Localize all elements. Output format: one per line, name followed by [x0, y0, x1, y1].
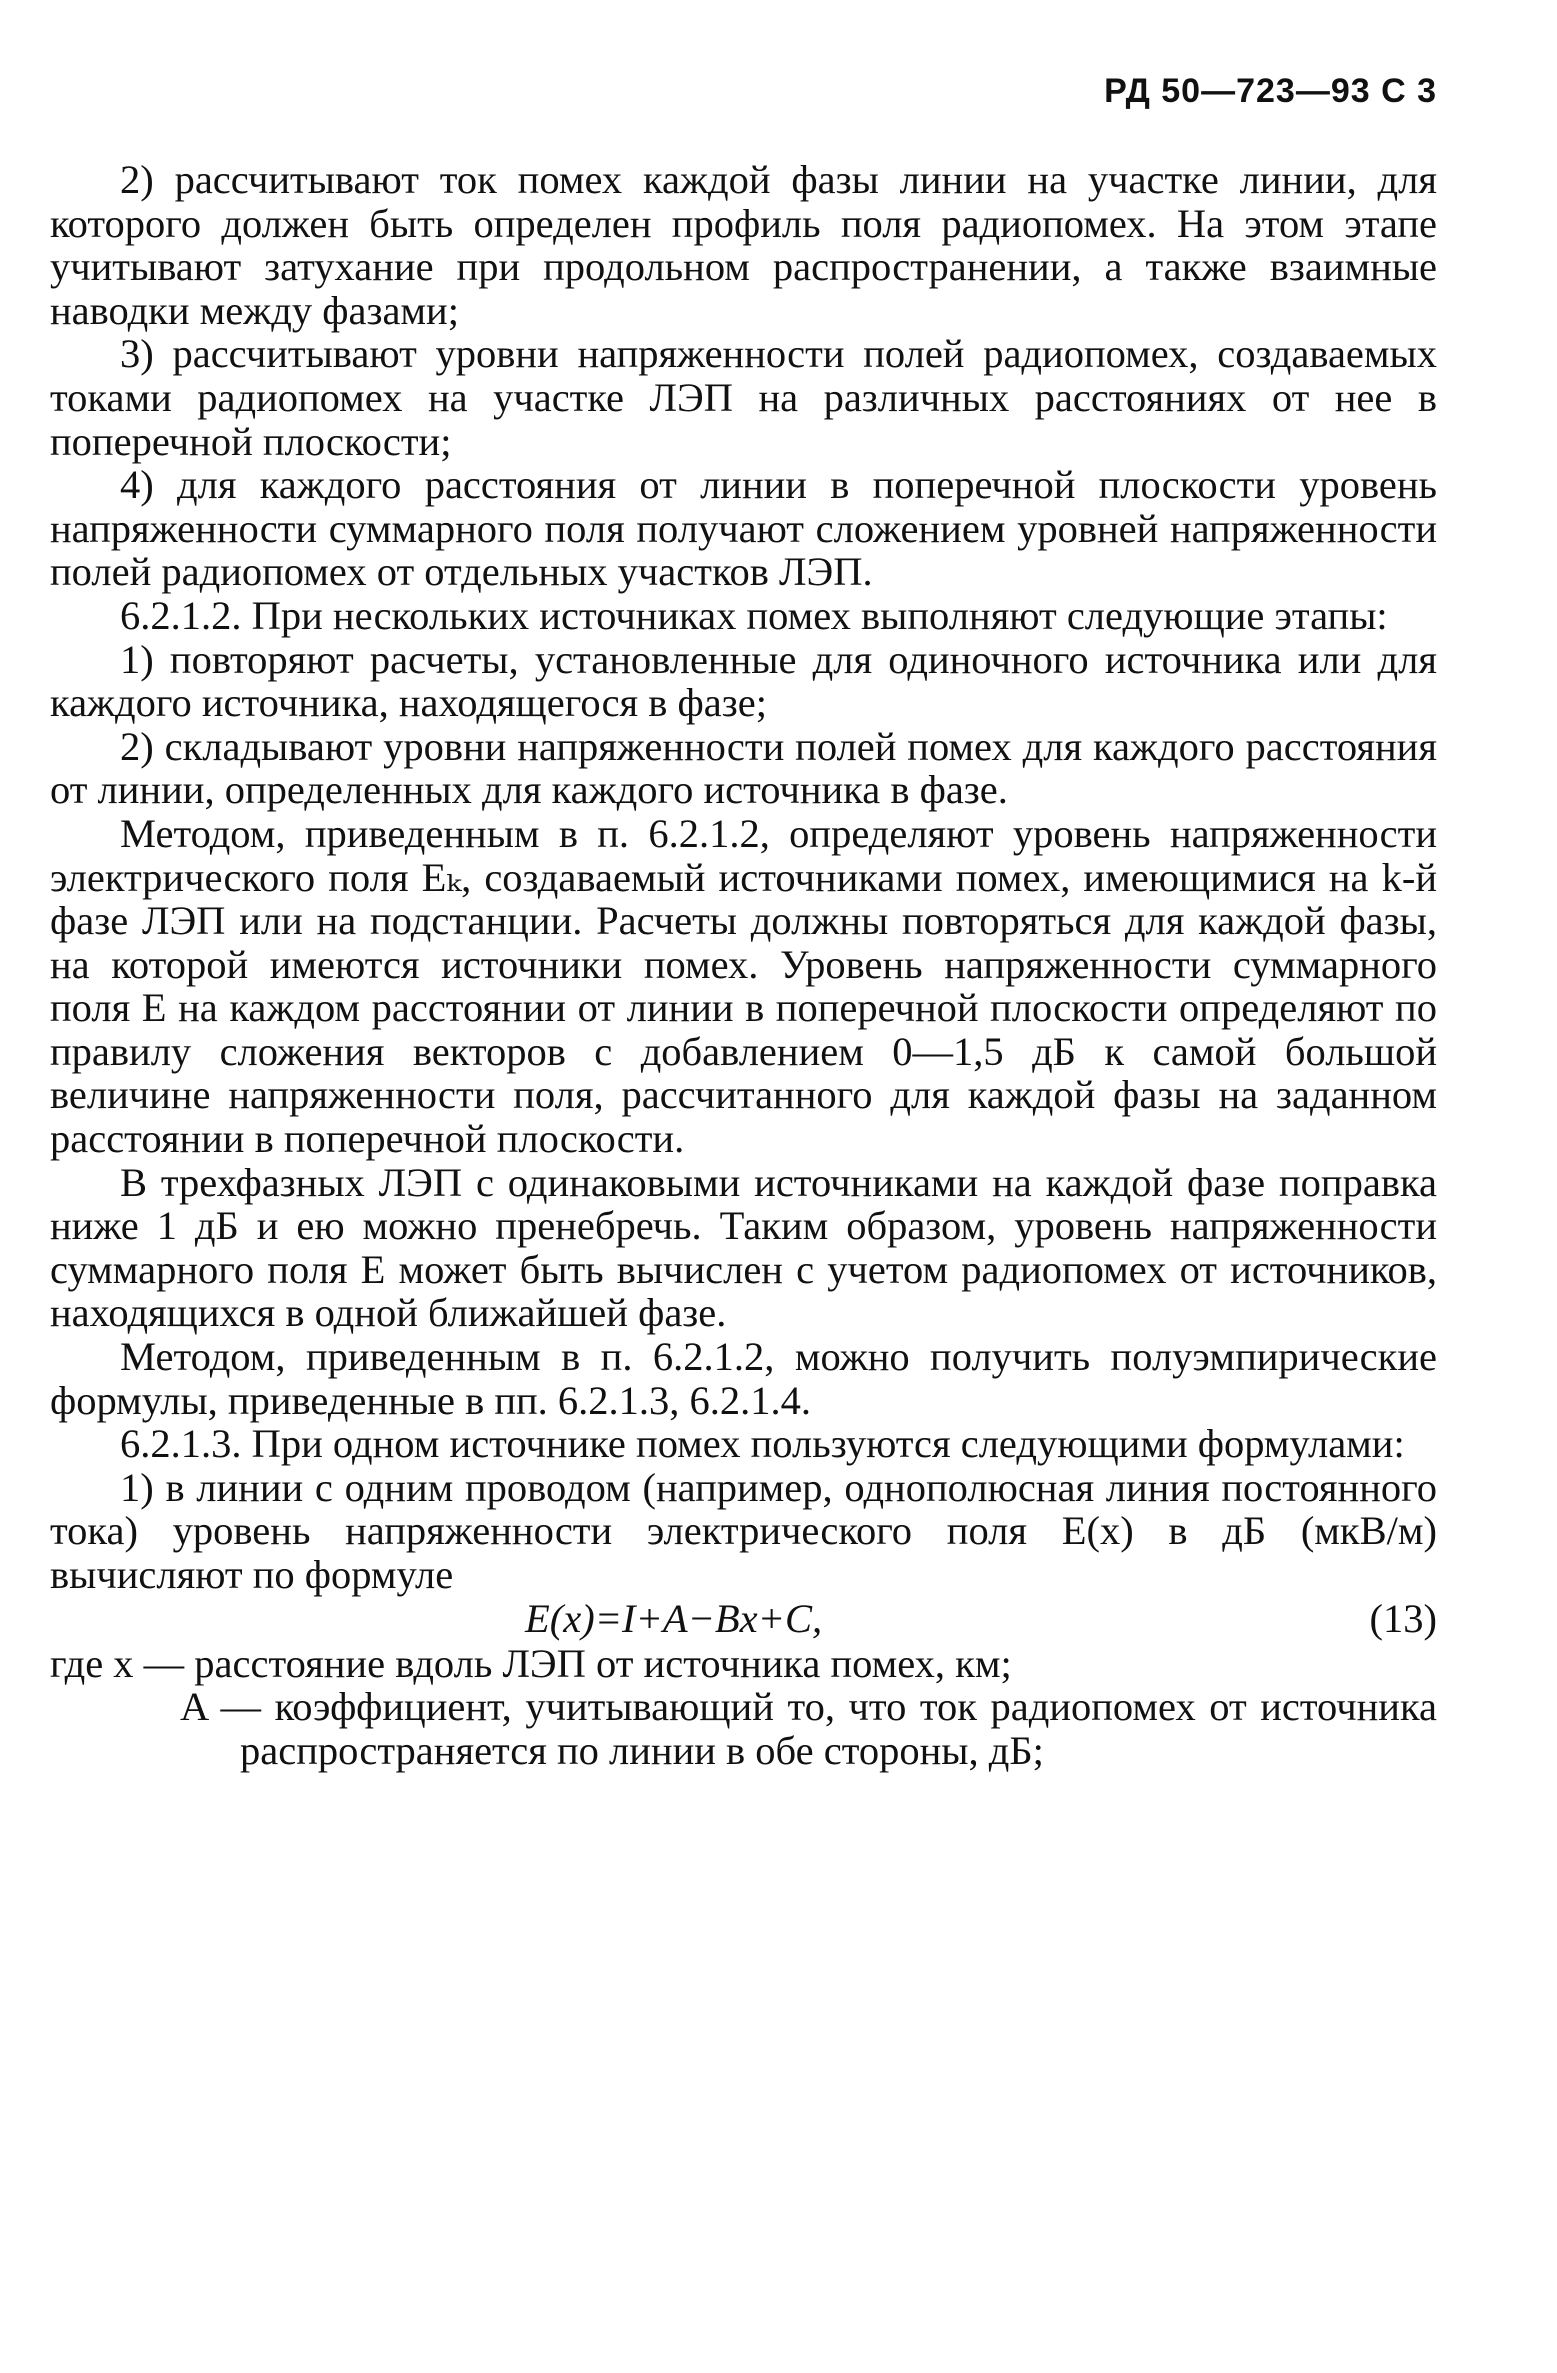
paragraph: 3) рассчитывают уровни напряженности полей радиопомех, создаваемых токами радиопомех на участке ЛЭП на различных расстояниях от нее в поперечной плоскости; [50, 331, 1437, 464]
definition-x: где x — расстояние вдоль ЛЭП от источника помех, км; [50, 1640, 1012, 1686]
definition-a: A — коэффициент, учитывающий то, что ток радиопомех от источника распространяется по линии в обе стороны, дБ; [180, 1684, 1437, 1773]
paragraph: Методом, приведенным в п. 6.2.1.2, можно получить полуэмпирические формулы, приведенные в пп. 6.2.1.3, 6.2.1.4. [50, 1334, 1437, 1423]
paragraph: В трехфазных ЛЭП с одинаковыми источниками на каждой фазе поправка ниже 1 дБ и ею можно пренебречь. Таким образом, уровень напряженности суммарного поля E может быть вычислен с учетом радиопомех от источников, находящихся в одной ближайшей фазе. [50, 1159, 1437, 1336]
paragraph: 1) в линии с одним проводом (например, однополюсная линия постоянного тока) уровень напряженности электрического поля E(x) в дБ (мкВ/м) вычисляют по формуле [50, 1464, 1437, 1597]
paragraph: 1) повторяют расчеты, установленные для одиночного источника или для каждого источника, находящегося в фазе; [50, 636, 1437, 726]
paragraph: Методом, приведенным в п. 6.2.1.2, определяют уровень напряженности электрического поля Eₖ, создаваемый источниками помех, имеющимися на k-й фазе ЛЭП или на подстанции. Расчеты должны повторяться для каждой фазы, на которой имеются источники помех. Уровень напряженности суммарного поля E на каждом расстоянии от линии в поперечной плоскости определяют по правилу сложения векторов с добавлением 0—1,5 дБ к самой большой величине напряженности поля, рассчитанного для каждой фазы на заданном расстоянии в поперечной плоскости. [50, 810, 1437, 1162]
paragraph: 2) складывают уровни напряженности полей помех для каждого расстояния от линии, определенных для каждого источника в фазе. [50, 723, 1437, 813]
paragraph: 2) рассчитывают ток помех каждой фазы линии на участке линии, для которого должен быть определен профиль поля радиопомех. На этом этапе учитывают затухание при продольном распространении, а также взаимные наводки между фазами; [50, 157, 1437, 333]
paragraph: 6.2.1.3. При одном источнике помех пользуются следующими формулами: [120, 1421, 1405, 1467]
document-body [50, 158, 1437, 1772]
paragraph: 6.2.1.2. При нескольких источниках помех выполняют следующие этапы: [120, 592, 1388, 638]
paragraph: 4) для каждого расстояния от линии в поперечной плоскости уровень напряженности суммарного поля получают сложением уровней напряженности полей радиопомех от отдельных участков ЛЭП. [50, 462, 1437, 595]
formula: E(x)=I+A−Bx+C, [525, 1595, 823, 1641]
formula-number: (13) [1369, 1595, 1437, 1641]
formula-row [50, 1597, 1437, 1642]
page-header: РД 50—723—93 С 3 [1104, 72, 1437, 110]
